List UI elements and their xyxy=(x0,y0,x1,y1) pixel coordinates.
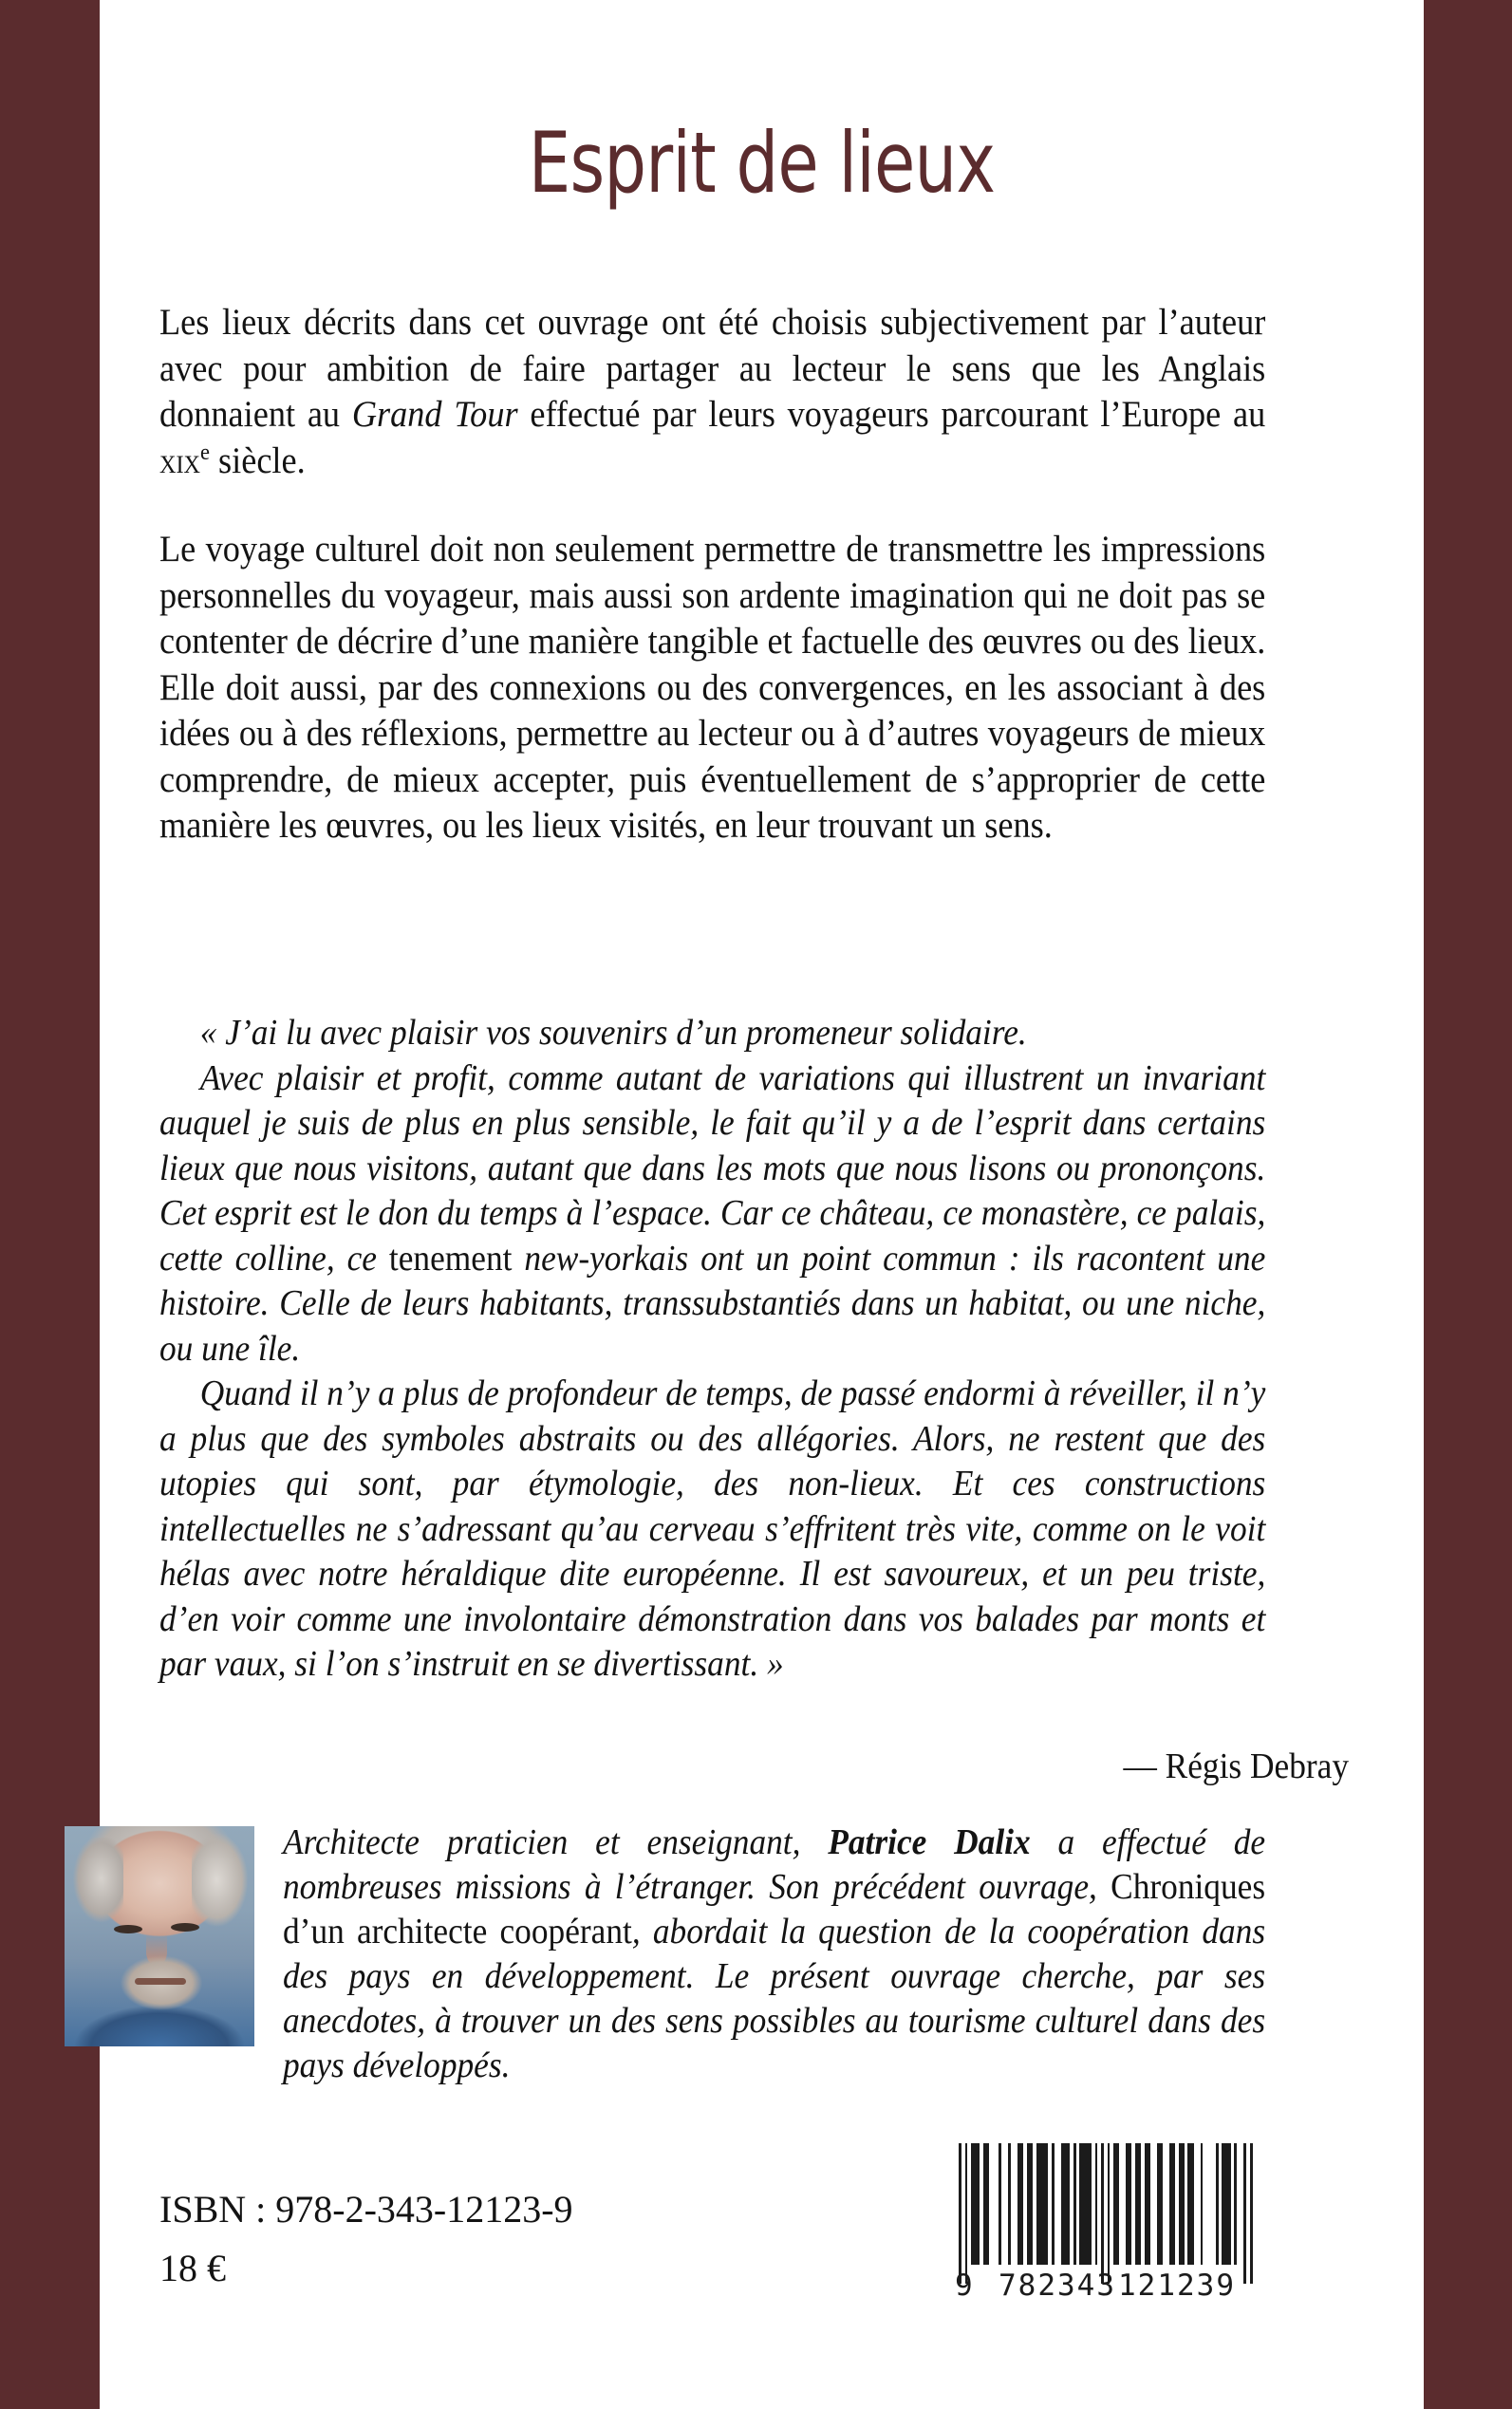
barcode-bar xyxy=(1036,2143,1049,2265)
blurb-paragraph-2: Le voyage culturel doit non seulement permettre de transmettre les impressions personnelles du voyageur, mais aussi son ardente imagination qui ne doit pas se contenter de décrire d’une manière tangible et factuelle des œuvres ou des lieux. Elle doit aussi, par des connexions ou des convergences, en les associant à des idées ou à des réflexions, permettre au lecteur ou à d’autres voyageurs de mieux comprendre, de mieux accepter, puis éventuellement de s’approprier de cette manière les œuvres, ou les lieux visités, en leur trouvant un sens. xyxy=(159,529,1266,846)
barcode-bar xyxy=(1079,2143,1092,2265)
barcode-bar xyxy=(1008,2143,1011,2265)
previous-book-title: Chroniques d’un architecte coopérant xyxy=(283,1867,1266,1951)
quote-p2-roman-tenement: tenement xyxy=(388,1238,513,1279)
author-portrait-photo xyxy=(65,1826,254,2046)
quote-p2-text-a: Avec plaisir et profit, comme autant de variations qui illustrent un invariant auquel je suis de plus en plus sensible, le fait qu’il y a de l’esprit dans certains lieux que nous visitons, autant que dans les mots que nous lisons ou prononçons. Cet esprit est le don du temps à l’espace. Car ce château, ce monastère, ce palais, cette colline, ce xyxy=(159,1057,1266,1279)
barcode-bars xyxy=(959,2143,1253,2284)
blurb-p1-text-b: effectué par leurs voyageurs parcourant l’Europe au xyxy=(517,394,1266,435)
barcode-bar xyxy=(1145,2143,1150,2265)
barcode-right-group: 121239 xyxy=(1118,2269,1236,2303)
barcode-bar xyxy=(1027,2143,1033,2265)
barcode-bar xyxy=(959,2143,961,2284)
ean13-barcode xyxy=(955,2143,1253,2316)
portrait-hair-right xyxy=(192,1834,254,1936)
barcode-bar xyxy=(1113,2143,1119,2265)
blurb-p1-text-a: Les lieux décrits dans cet ouvrage ont été choisis subjectivement par l’auteur avec pour ambition de faire partager au lecteur le sens que les Anglais donnaient au xyxy=(159,302,1266,435)
quote-attribution-row xyxy=(159,1745,1349,1788)
barcode-bar xyxy=(983,2143,989,2265)
barcode-digits xyxy=(955,2265,1253,2306)
barcode-bar xyxy=(1216,2143,1219,2265)
barcode-lead-digit: 9 xyxy=(955,2269,975,2303)
author-bio-section xyxy=(65,1821,1266,2088)
barcode-bar xyxy=(1157,2143,1163,2265)
author-bio-text xyxy=(283,1821,1265,2088)
portrait-eye-left xyxy=(114,1925,142,1933)
barcode-bar xyxy=(1061,2143,1070,2265)
quote-paragraph-1: « J’ai lu avec plaisir vos souvenirs d’un promeneur solidaire. xyxy=(199,1013,1027,1053)
barcode-bar xyxy=(971,2143,980,2265)
cover-band-right xyxy=(1424,0,1512,2409)
quote-p2-text-b: new-yorkais ont un point commun : ils racontent une histoire. Celle de leurs habitants, transsubstantiés dans un habitat, ou une niche, ou une île. xyxy=(159,1238,1266,1369)
barcode-bar xyxy=(1108,2143,1111,2284)
barcode-bar xyxy=(1073,2143,1076,2265)
portrait-hair-left xyxy=(68,1838,123,1929)
portrait-mouth xyxy=(135,1978,186,1985)
barcode-bar xyxy=(1017,2143,1023,2265)
blurb-section xyxy=(159,300,1266,850)
barcode-bar xyxy=(1126,2143,1131,2265)
portrait-eye-right xyxy=(171,1923,199,1932)
barcode-bar xyxy=(1095,2143,1098,2265)
isbn-label: ISBN : 978-2-343-12123-9 xyxy=(159,2188,573,2231)
debray-quote xyxy=(159,1011,1265,1688)
barcode-bar xyxy=(1135,2143,1141,2265)
author-name: Patrice Dalix xyxy=(828,1822,1031,1862)
bio-text-a: Architecte praticien et enseignant, xyxy=(283,1822,829,1862)
blurb-p1-text-c: siècle. xyxy=(209,439,306,481)
barcode-bar xyxy=(999,2143,1001,2265)
barcode-left-group: 782343 xyxy=(999,2269,1116,2303)
barcode-bar xyxy=(1201,2143,1204,2265)
barcode-bar xyxy=(1101,2143,1104,2284)
quote-section xyxy=(159,1011,1266,1688)
price-label: 18 € xyxy=(159,2247,226,2289)
barcode-bar xyxy=(965,2143,968,2284)
page-title: Esprit de lieux xyxy=(528,114,996,212)
barcode-bar xyxy=(1052,2143,1055,2265)
blurb-p1-italic-grand-tour: Grand Tour xyxy=(351,394,518,435)
quote-attribution: — Régis Debray xyxy=(1123,1746,1349,1786)
barcode-bar xyxy=(1179,2143,1185,2265)
bio-text-b: a effectué de nombreuses missions à l’étranger. Son précédent ouvrage, xyxy=(283,1822,1266,1907)
quote-paragraph-2 xyxy=(159,1056,1265,1373)
barcode-bar xyxy=(1187,2143,1193,2265)
bio-text-c: , abordait la question de la coopération dans des pays en développement. Le présent ouvrage cherche, par ses anecdotes, à trouver un des sens possibles au tourisme culturel dans des pays développés. xyxy=(283,1912,1266,2085)
blurb-p1-century-ordinal: e xyxy=(199,439,210,465)
quote-paragraph-3: Quand il n’y a plus de profondeur de temps, de passé endormi à réveiller, il n’y a plus que des symboles abstraits ou des allégories. Alors, ne restent que des utopies qui sont, par étymologie, des non-lieux. Et ces constructions intellectuelles ne s’adressant qu’au cerveau s’effritent très vite, comme on le voit hélas avec notre héraldique dite européenne. Il est savoureux, et un peu triste, d’en voir comme une involontaire démonstration dans vos balades par monts et par vaux, si l’on s’instruit en se divertissant. » xyxy=(159,1373,1266,1684)
barcode-bar xyxy=(1169,2143,1175,2265)
blurb-p1-century-smallcaps: xix xyxy=(159,441,200,481)
barcode-bar xyxy=(1222,2143,1230,2265)
barcode-bar xyxy=(1234,2143,1237,2265)
portrait-beard xyxy=(104,1950,218,2024)
blurb-paragraph-1 xyxy=(159,300,1265,485)
barcode-bar xyxy=(1243,2143,1246,2284)
barcode-bar xyxy=(1250,2143,1253,2284)
